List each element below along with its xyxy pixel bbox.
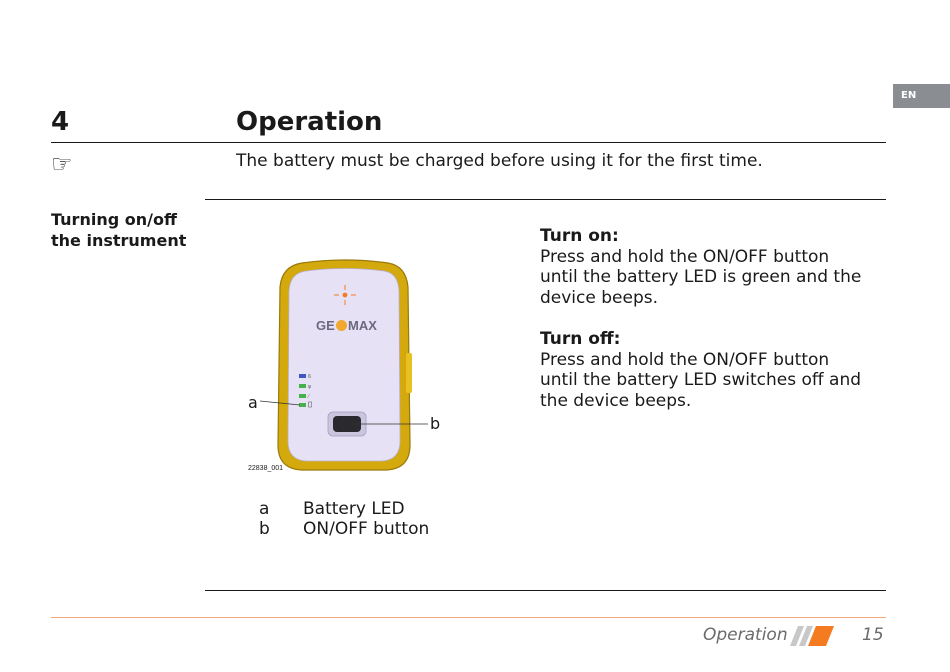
turn-on-line: until the battery LED is green and the	[540, 267, 862, 288]
turn-off-line: the device beeps.	[540, 391, 692, 412]
turn-on-title: Turn on:	[540, 226, 619, 246]
gnss-led	[299, 394, 306, 398]
side-button-strip	[406, 353, 412, 393]
turn-off-title: Turn off:	[540, 329, 621, 349]
legend-key-a: a	[259, 499, 270, 519]
chapter-rule	[51, 142, 886, 143]
svg-text:ψ: ψ	[308, 384, 312, 390]
legend-label-b: ON/OFF button	[303, 519, 430, 539]
turn-off-line: Press and hold the ON/OFF button	[540, 349, 830, 370]
svg-text:MAX: MAX	[348, 318, 377, 333]
footer-stripes-icon	[790, 626, 836, 646]
note-text: The battery must be charged before using it for the first time.	[236, 151, 763, 171]
chapter-title: Operation	[236, 107, 383, 137]
section-heading-line1: Turning on/off	[51, 210, 177, 229]
chapter-number: 4	[51, 107, 70, 137]
turn-off-block	[540, 329, 880, 412]
section-heading-line2: the instrument	[51, 231, 187, 250]
page-number: 15	[862, 625, 884, 645]
legend-label-a: Battery LED	[303, 499, 405, 519]
battery-led	[299, 403, 306, 407]
callout-b-label: b	[430, 414, 441, 433]
svg-text:ß: ß	[308, 374, 312, 380]
section-heading	[51, 209, 201, 251]
target-dot	[343, 293, 348, 298]
note-rule	[205, 199, 886, 200]
figure-id: 22838_001	[248, 465, 284, 472]
turn-on-line: Press and hold the ON/OFF button	[540, 246, 830, 267]
radio-led	[299, 384, 306, 388]
turn-off-line: until the battery LED switches off and	[540, 370, 862, 391]
device-illustration	[240, 255, 450, 477]
turn-on-line: device beeps.	[540, 288, 659, 309]
callout-a-label: a	[248, 393, 258, 412]
footer-rule	[51, 617, 886, 618]
svg-text:⁄: ⁄	[308, 394, 309, 400]
section-end-rule	[205, 590, 886, 591]
turn-on-block	[540, 226, 880, 309]
bluetooth-led	[299, 374, 306, 378]
language-tab[interactable]: EN	[893, 84, 950, 108]
pointing-hand-icon: ☞	[51, 150, 73, 178]
legend-key-b: b	[259, 519, 270, 539]
footer-section-title: Operation	[703, 625, 788, 645]
svg-text:GE: GE	[316, 318, 335, 333]
